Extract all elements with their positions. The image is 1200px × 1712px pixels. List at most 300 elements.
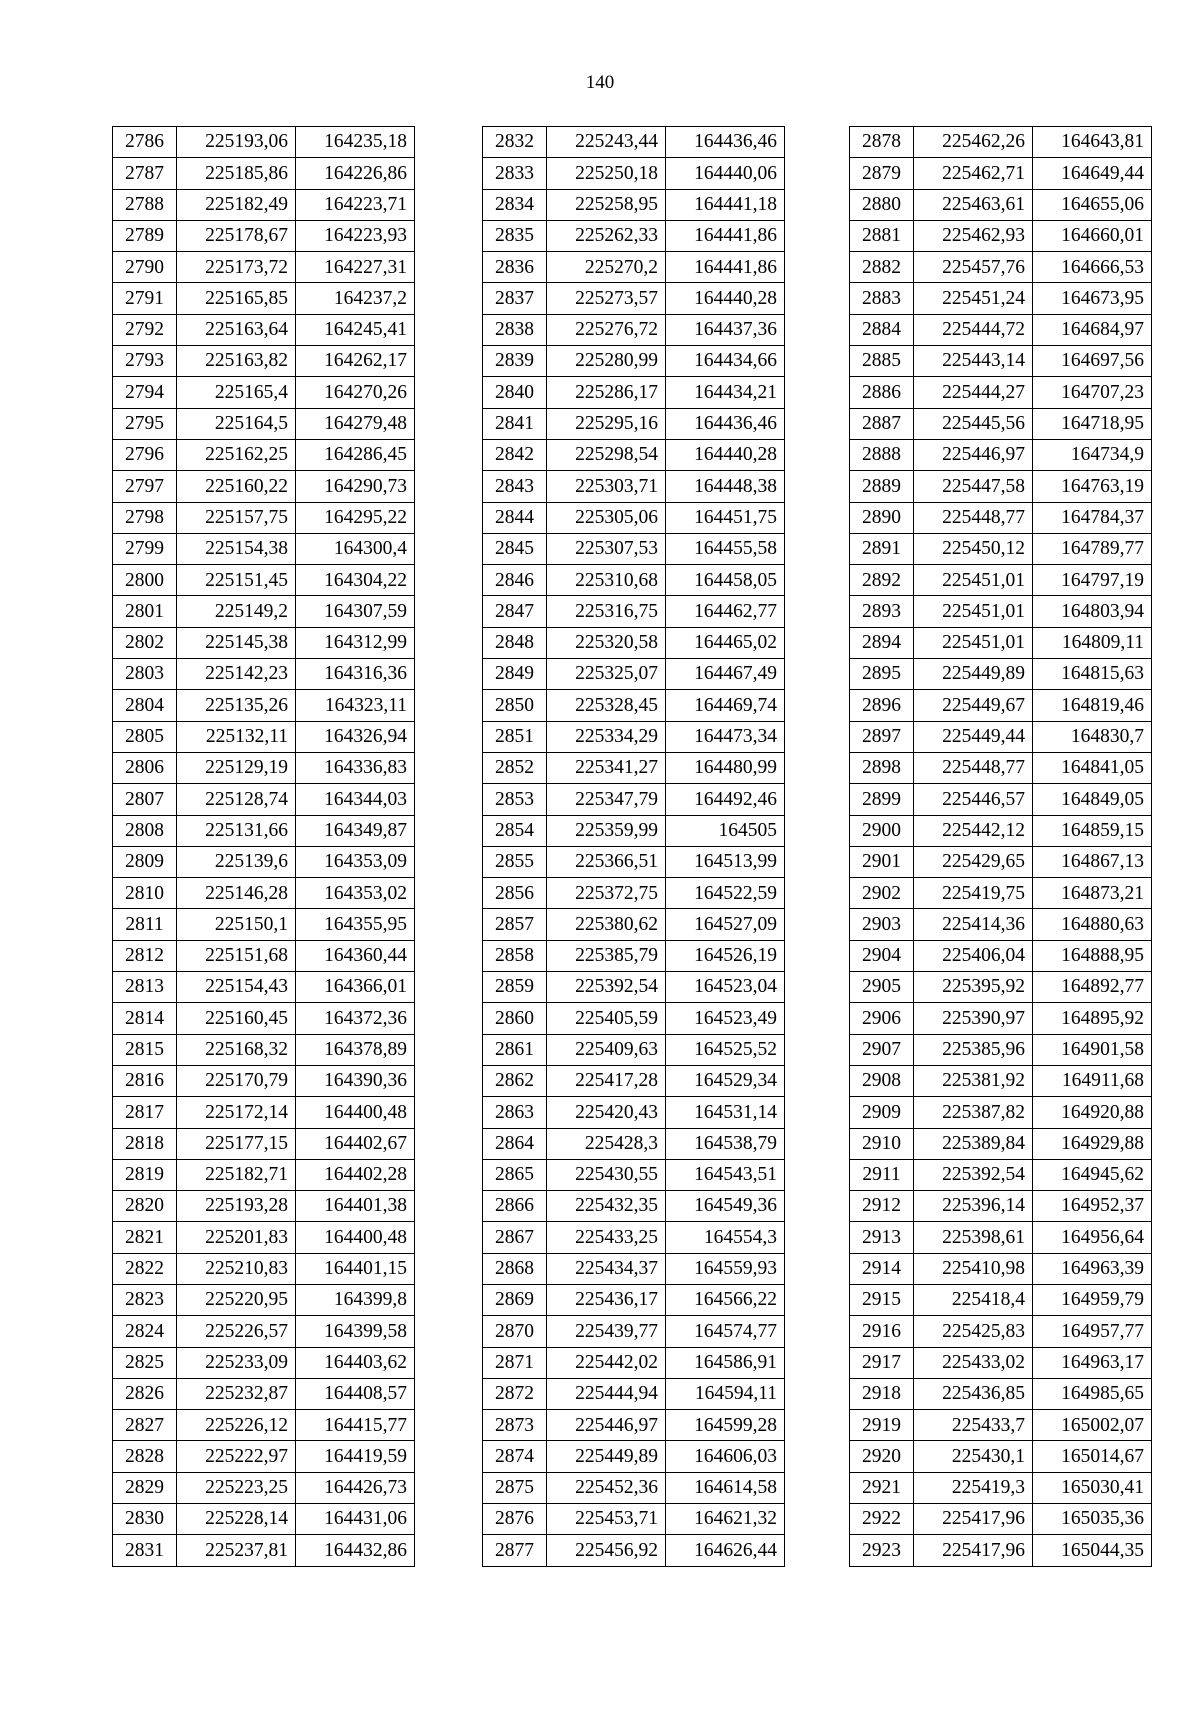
table-row xyxy=(113,346,415,377)
table-row xyxy=(850,408,1152,439)
y-coordinate-cell: 164473,34 xyxy=(666,721,785,752)
coordinate-table-3 xyxy=(849,126,1152,1567)
x-coordinate-cell: 225448,77 xyxy=(914,502,1033,533)
point-number-cell: 2897 xyxy=(850,721,914,752)
x-coordinate-cell: 225451,01 xyxy=(914,596,1033,627)
y-coordinate-cell: 164538,79 xyxy=(666,1128,785,1159)
point-number-cell: 2861 xyxy=(483,1034,547,1065)
x-coordinate-cell: 225168,32 xyxy=(177,1034,296,1065)
table-row xyxy=(483,972,785,1003)
x-coordinate-cell: 225129,19 xyxy=(177,752,296,783)
table-row xyxy=(483,1378,785,1409)
point-number-cell: 2883 xyxy=(850,283,914,314)
y-coordinate-cell: 164353,09 xyxy=(296,846,415,877)
x-coordinate-cell: 225396,14 xyxy=(914,1191,1033,1222)
y-coordinate-cell: 164697,56 xyxy=(1033,346,1152,377)
y-coordinate-cell: 164399,8 xyxy=(296,1284,415,1315)
point-number-cell: 2875 xyxy=(483,1472,547,1503)
point-number-cell: 2913 xyxy=(850,1222,914,1253)
point-number-cell: 2827 xyxy=(113,1410,177,1441)
x-coordinate-cell: 225381,92 xyxy=(914,1065,1033,1096)
y-coordinate-cell: 164873,21 xyxy=(1033,878,1152,909)
point-number-cell: 2791 xyxy=(113,283,177,314)
table-row xyxy=(113,283,415,314)
table-row xyxy=(483,377,785,408)
point-number-cell: 2806 xyxy=(113,752,177,783)
y-coordinate-cell: 164336,83 xyxy=(296,752,415,783)
table-row xyxy=(850,878,1152,909)
x-coordinate-cell: 225451,01 xyxy=(914,627,1033,658)
point-number-cell: 2845 xyxy=(483,533,547,564)
y-coordinate-cell: 165002,07 xyxy=(1033,1410,1152,1441)
table-row xyxy=(850,1441,1152,1472)
table-row xyxy=(483,878,785,909)
point-number-cell: 2811 xyxy=(113,909,177,940)
point-number-cell: 2890 xyxy=(850,502,914,533)
y-coordinate-cell: 164469,74 xyxy=(666,690,785,721)
table-row xyxy=(113,439,415,470)
table-row xyxy=(113,690,415,721)
y-coordinate-cell: 164523,04 xyxy=(666,972,785,1003)
y-coordinate-cell: 164440,28 xyxy=(666,283,785,314)
table-row xyxy=(483,283,785,314)
y-coordinate-cell: 164763,19 xyxy=(1033,471,1152,502)
x-coordinate-cell: 225409,63 xyxy=(547,1034,666,1065)
point-number-cell: 2859 xyxy=(483,972,547,1003)
x-coordinate-cell: 225450,12 xyxy=(914,533,1033,564)
table-row xyxy=(483,314,785,345)
x-coordinate-cell: 225444,94 xyxy=(547,1378,666,1409)
x-coordinate-cell: 225139,6 xyxy=(177,846,296,877)
point-number-cell: 2836 xyxy=(483,252,547,283)
table-row xyxy=(483,533,785,564)
point-number-cell: 2828 xyxy=(113,1441,177,1472)
x-coordinate-cell: 225449,89 xyxy=(547,1441,666,1472)
x-coordinate-cell: 225182,49 xyxy=(177,189,296,220)
table-row xyxy=(483,1191,785,1222)
table-row xyxy=(113,1034,415,1065)
x-coordinate-cell: 225135,26 xyxy=(177,690,296,721)
y-coordinate-cell: 164527,09 xyxy=(666,909,785,940)
y-coordinate-cell: 164465,02 xyxy=(666,627,785,658)
point-number-cell: 2894 xyxy=(850,627,914,658)
table-row xyxy=(113,659,415,690)
y-coordinate-cell: 164718,95 xyxy=(1033,408,1152,439)
point-number-cell: 2796 xyxy=(113,439,177,470)
x-coordinate-cell: 225446,97 xyxy=(547,1410,666,1441)
table-row xyxy=(483,1034,785,1065)
x-coordinate-cell: 225201,83 xyxy=(177,1222,296,1253)
table-row xyxy=(483,627,785,658)
point-number-cell: 2918 xyxy=(850,1378,914,1409)
table-row xyxy=(483,784,785,815)
x-coordinate-cell: 225398,61 xyxy=(914,1222,1033,1253)
table-row xyxy=(113,127,415,158)
point-number-cell: 2801 xyxy=(113,596,177,627)
table-row xyxy=(483,1128,785,1159)
y-coordinate-cell: 164985,65 xyxy=(1033,1378,1152,1409)
table-row xyxy=(483,220,785,251)
y-coordinate-cell: 164390,36 xyxy=(296,1065,415,1096)
point-number-cell: 2857 xyxy=(483,909,547,940)
y-coordinate-cell: 164402,67 xyxy=(296,1128,415,1159)
y-coordinate-cell: 164621,32 xyxy=(666,1504,785,1535)
point-number-cell: 2888 xyxy=(850,439,914,470)
x-coordinate-cell: 225439,77 xyxy=(547,1316,666,1347)
point-number-cell: 2843 xyxy=(483,471,547,502)
point-number-cell: 2812 xyxy=(113,940,177,971)
point-number-cell: 2906 xyxy=(850,1003,914,1034)
point-number-cell: 2798 xyxy=(113,502,177,533)
x-coordinate-cell: 225273,57 xyxy=(547,283,666,314)
x-coordinate-cell: 225447,58 xyxy=(914,471,1033,502)
point-number-cell: 2905 xyxy=(850,972,914,1003)
point-number-cell: 2846 xyxy=(483,565,547,596)
x-coordinate-cell: 225243,44 xyxy=(547,127,666,158)
table-row xyxy=(113,815,415,846)
table-row xyxy=(850,1159,1152,1190)
y-coordinate-cell: 164480,99 xyxy=(666,752,785,783)
x-coordinate-cell: 225433,7 xyxy=(914,1410,1033,1441)
table-row xyxy=(113,408,415,439)
y-coordinate-cell: 164566,22 xyxy=(666,1284,785,1315)
table-row xyxy=(483,752,785,783)
y-coordinate-cell: 164525,52 xyxy=(666,1034,785,1065)
table-row xyxy=(850,158,1152,189)
x-coordinate-cell: 225428,3 xyxy=(547,1128,666,1159)
y-coordinate-cell: 164419,59 xyxy=(296,1441,415,1472)
y-coordinate-cell: 164360,44 xyxy=(296,940,415,971)
table-row xyxy=(483,252,785,283)
x-coordinate-cell: 225151,68 xyxy=(177,940,296,971)
y-coordinate-cell: 164888,95 xyxy=(1033,940,1152,971)
table-row xyxy=(850,752,1152,783)
x-coordinate-cell: 225433,02 xyxy=(914,1347,1033,1378)
table-row xyxy=(113,1253,415,1284)
x-coordinate-cell: 225146,28 xyxy=(177,878,296,909)
y-coordinate-cell: 164505 xyxy=(666,815,785,846)
x-coordinate-cell: 225316,75 xyxy=(547,596,666,627)
point-number-cell: 2904 xyxy=(850,940,914,971)
point-number-cell: 2803 xyxy=(113,659,177,690)
table-row xyxy=(113,189,415,220)
table-row xyxy=(113,1284,415,1315)
table-row xyxy=(113,846,415,877)
x-coordinate-cell: 225325,07 xyxy=(547,659,666,690)
point-number-cell: 2822 xyxy=(113,1253,177,1284)
point-number-cell: 2887 xyxy=(850,408,914,439)
point-number-cell: 2912 xyxy=(850,1191,914,1222)
y-coordinate-cell: 164378,89 xyxy=(296,1034,415,1065)
y-coordinate-cell: 164819,46 xyxy=(1033,690,1152,721)
x-coordinate-cell: 225390,97 xyxy=(914,1003,1033,1034)
point-number-cell: 2871 xyxy=(483,1347,547,1378)
x-coordinate-cell: 225392,54 xyxy=(547,972,666,1003)
table-row xyxy=(113,533,415,564)
x-coordinate-cell: 225449,44 xyxy=(914,721,1033,752)
point-number-cell: 2816 xyxy=(113,1065,177,1096)
table-row xyxy=(483,158,785,189)
point-number-cell: 2852 xyxy=(483,752,547,783)
x-coordinate-cell: 225193,28 xyxy=(177,1191,296,1222)
y-coordinate-cell: 164554,3 xyxy=(666,1222,785,1253)
y-coordinate-cell: 164227,31 xyxy=(296,252,415,283)
point-number-cell: 2891 xyxy=(850,533,914,564)
table-row xyxy=(483,1284,785,1315)
y-coordinate-cell: 164467,49 xyxy=(666,659,785,690)
y-coordinate-cell: 164403,62 xyxy=(296,1347,415,1378)
point-number-cell: 2848 xyxy=(483,627,547,658)
y-coordinate-cell: 164408,57 xyxy=(296,1378,415,1409)
y-coordinate-cell: 164455,58 xyxy=(666,533,785,564)
table-row xyxy=(113,1003,415,1034)
x-coordinate-cell: 225250,18 xyxy=(547,158,666,189)
y-coordinate-cell: 164859,15 xyxy=(1033,815,1152,846)
table-row xyxy=(850,377,1152,408)
point-number-cell: 2820 xyxy=(113,1191,177,1222)
x-coordinate-cell: 225320,58 xyxy=(547,627,666,658)
table-row xyxy=(483,1504,785,1535)
x-coordinate-cell: 225457,76 xyxy=(914,252,1033,283)
x-coordinate-cell: 225446,57 xyxy=(914,784,1033,815)
point-number-cell: 2826 xyxy=(113,1378,177,1409)
x-coordinate-cell: 225220,95 xyxy=(177,1284,296,1315)
y-coordinate-cell: 164929,88 xyxy=(1033,1128,1152,1159)
table-row xyxy=(113,1472,415,1503)
point-number-cell: 2818 xyxy=(113,1128,177,1159)
x-coordinate-cell: 225444,72 xyxy=(914,314,1033,345)
point-number-cell: 2893 xyxy=(850,596,914,627)
table-row xyxy=(850,1410,1152,1441)
x-coordinate-cell: 225163,64 xyxy=(177,314,296,345)
table-row xyxy=(113,1504,415,1535)
x-coordinate-cell: 225270,2 xyxy=(547,252,666,283)
point-number-cell: 2847 xyxy=(483,596,547,627)
table-row xyxy=(483,189,785,220)
table-row xyxy=(850,940,1152,971)
point-number-cell: 2874 xyxy=(483,1441,547,1472)
y-coordinate-cell: 164626,44 xyxy=(666,1535,785,1566)
point-number-cell: 2880 xyxy=(850,189,914,220)
table-row xyxy=(850,690,1152,721)
x-coordinate-cell: 225182,71 xyxy=(177,1159,296,1190)
table-row xyxy=(850,1535,1152,1566)
x-coordinate-cell: 225150,1 xyxy=(177,909,296,940)
y-coordinate-cell: 164399,58 xyxy=(296,1316,415,1347)
x-coordinate-cell: 225456,92 xyxy=(547,1535,666,1566)
y-coordinate-cell: 164655,06 xyxy=(1033,189,1152,220)
table-row xyxy=(850,721,1152,752)
x-coordinate-cell: 225131,66 xyxy=(177,815,296,846)
table-row xyxy=(483,439,785,470)
x-coordinate-cell: 225151,45 xyxy=(177,565,296,596)
table-row xyxy=(113,1347,415,1378)
table-row xyxy=(113,752,415,783)
y-coordinate-cell: 164401,15 xyxy=(296,1253,415,1284)
y-coordinate-cell: 164586,91 xyxy=(666,1347,785,1378)
y-coordinate-cell: 164643,81 xyxy=(1033,127,1152,158)
table-row xyxy=(850,784,1152,815)
y-coordinate-cell: 164304,22 xyxy=(296,565,415,596)
point-number-cell: 2854 xyxy=(483,815,547,846)
point-number-cell: 2821 xyxy=(113,1222,177,1253)
point-number-cell: 2792 xyxy=(113,314,177,345)
point-number-cell: 2809 xyxy=(113,846,177,877)
point-number-cell: 2814 xyxy=(113,1003,177,1034)
table-row xyxy=(113,1065,415,1096)
y-coordinate-cell: 164441,86 xyxy=(666,220,785,251)
point-number-cell: 2839 xyxy=(483,346,547,377)
table-row xyxy=(483,940,785,971)
table-row xyxy=(850,220,1152,251)
y-coordinate-cell: 164809,11 xyxy=(1033,627,1152,658)
x-coordinate-cell: 225385,79 xyxy=(547,940,666,971)
table-row xyxy=(483,846,785,877)
y-coordinate-cell: 164815,63 xyxy=(1033,659,1152,690)
point-number-cell: 2834 xyxy=(483,189,547,220)
point-number-cell: 2830 xyxy=(113,1504,177,1535)
y-coordinate-cell: 164426,73 xyxy=(296,1472,415,1503)
table-row xyxy=(850,471,1152,502)
table-row xyxy=(483,1065,785,1096)
y-coordinate-cell: 164448,38 xyxy=(666,471,785,502)
point-number-cell: 2909 xyxy=(850,1097,914,1128)
y-coordinate-cell: 164434,21 xyxy=(666,377,785,408)
point-number-cell: 2802 xyxy=(113,627,177,658)
point-number-cell: 2823 xyxy=(113,1284,177,1315)
x-coordinate-cell: 225436,17 xyxy=(547,1284,666,1315)
point-number-cell: 2885 xyxy=(850,346,914,377)
x-coordinate-cell: 225232,87 xyxy=(177,1378,296,1409)
x-coordinate-cell: 225305,06 xyxy=(547,502,666,533)
point-number-cell: 2807 xyxy=(113,784,177,815)
x-coordinate-cell: 225173,72 xyxy=(177,252,296,283)
table-row xyxy=(483,1222,785,1253)
x-coordinate-cell: 225237,81 xyxy=(177,1535,296,1566)
y-coordinate-cell: 164366,01 xyxy=(296,972,415,1003)
x-coordinate-cell: 225433,25 xyxy=(547,1222,666,1253)
table-row xyxy=(850,189,1152,220)
point-number-cell: 2844 xyxy=(483,502,547,533)
table-row xyxy=(113,471,415,502)
point-number-cell: 2886 xyxy=(850,377,914,408)
point-number-cell: 2789 xyxy=(113,220,177,251)
table-row xyxy=(850,439,1152,470)
coordinate-table-1 xyxy=(112,126,415,1567)
point-number-cell: 2868 xyxy=(483,1253,547,1284)
table-row xyxy=(850,252,1152,283)
point-number-cell: 2790 xyxy=(113,252,177,283)
point-number-cell: 2860 xyxy=(483,1003,547,1034)
table-row xyxy=(483,408,785,439)
y-coordinate-cell: 164606,03 xyxy=(666,1441,785,1472)
table-row xyxy=(850,1284,1152,1315)
point-number-cell: 2923 xyxy=(850,1535,914,1566)
x-coordinate-cell: 225380,62 xyxy=(547,909,666,940)
table-row xyxy=(483,471,785,502)
y-coordinate-cell: 164316,36 xyxy=(296,659,415,690)
x-coordinate-cell: 225163,82 xyxy=(177,346,296,377)
y-coordinate-cell: 164952,37 xyxy=(1033,1191,1152,1222)
x-coordinate-cell: 225449,67 xyxy=(914,690,1033,721)
y-coordinate-cell: 164957,77 xyxy=(1033,1316,1152,1347)
y-coordinate-cell: 164945,62 xyxy=(1033,1159,1152,1190)
y-coordinate-cell: 164434,66 xyxy=(666,346,785,377)
y-coordinate-cell: 164911,68 xyxy=(1033,1065,1152,1096)
y-coordinate-cell: 164223,93 xyxy=(296,220,415,251)
table-row xyxy=(483,1253,785,1284)
table-row xyxy=(483,1097,785,1128)
table-row xyxy=(113,909,415,940)
table-row xyxy=(850,1472,1152,1503)
x-coordinate-cell: 225417,28 xyxy=(547,1065,666,1096)
table-row xyxy=(483,721,785,752)
x-coordinate-cell: 225170,79 xyxy=(177,1065,296,1096)
point-number-cell: 2907 xyxy=(850,1034,914,1065)
point-number-cell: 2794 xyxy=(113,377,177,408)
point-number-cell: 2901 xyxy=(850,846,914,877)
x-coordinate-cell: 225341,27 xyxy=(547,752,666,783)
point-number-cell: 2862 xyxy=(483,1065,547,1096)
y-coordinate-cell: 164531,14 xyxy=(666,1097,785,1128)
page-number: 140 xyxy=(585,72,615,93)
table-row xyxy=(113,1441,415,1472)
x-coordinate-cell: 225172,14 xyxy=(177,1097,296,1128)
y-coordinate-cell: 164660,01 xyxy=(1033,220,1152,251)
table-row xyxy=(850,972,1152,1003)
y-coordinate-cell: 164614,58 xyxy=(666,1472,785,1503)
y-coordinate-cell: 164295,22 xyxy=(296,502,415,533)
point-number-cell: 2881 xyxy=(850,220,914,251)
y-coordinate-cell: 164849,05 xyxy=(1033,784,1152,815)
x-coordinate-cell: 225462,93 xyxy=(914,220,1033,251)
table-row xyxy=(113,1191,415,1222)
table-row xyxy=(483,909,785,940)
point-number-cell: 2879 xyxy=(850,158,914,189)
point-number-cell: 2831 xyxy=(113,1535,177,1566)
point-number-cell: 2835 xyxy=(483,220,547,251)
table-row xyxy=(850,1316,1152,1347)
x-coordinate-cell: 225442,12 xyxy=(914,815,1033,846)
x-coordinate-cell: 225448,77 xyxy=(914,752,1033,783)
y-coordinate-cell: 164666,53 xyxy=(1033,252,1152,283)
x-coordinate-cell: 225160,45 xyxy=(177,1003,296,1034)
table-row xyxy=(850,565,1152,596)
table-row xyxy=(850,1378,1152,1409)
y-coordinate-cell: 164523,49 xyxy=(666,1003,785,1034)
point-number-cell: 2873 xyxy=(483,1410,547,1441)
table-row xyxy=(113,1535,415,1566)
point-number-cell: 2786 xyxy=(113,127,177,158)
x-coordinate-cell: 225222,97 xyxy=(177,1441,296,1472)
y-coordinate-cell: 164400,48 xyxy=(296,1222,415,1253)
y-coordinate-cell: 164349,87 xyxy=(296,815,415,846)
x-coordinate-cell: 225419,75 xyxy=(914,878,1033,909)
y-coordinate-cell: 164574,77 xyxy=(666,1316,785,1347)
point-number-cell: 2824 xyxy=(113,1316,177,1347)
x-coordinate-cell: 225463,61 xyxy=(914,189,1033,220)
table-row xyxy=(850,909,1152,940)
point-number-cell: 2799 xyxy=(113,533,177,564)
point-number-cell: 2788 xyxy=(113,189,177,220)
x-coordinate-cell: 225453,71 xyxy=(547,1504,666,1535)
x-coordinate-cell: 225303,71 xyxy=(547,471,666,502)
point-number-cell: 2853 xyxy=(483,784,547,815)
y-coordinate-cell: 164892,77 xyxy=(1033,972,1152,1003)
x-coordinate-cell: 225286,17 xyxy=(547,377,666,408)
point-number-cell: 2908 xyxy=(850,1065,914,1096)
y-coordinate-cell: 164262,17 xyxy=(296,346,415,377)
